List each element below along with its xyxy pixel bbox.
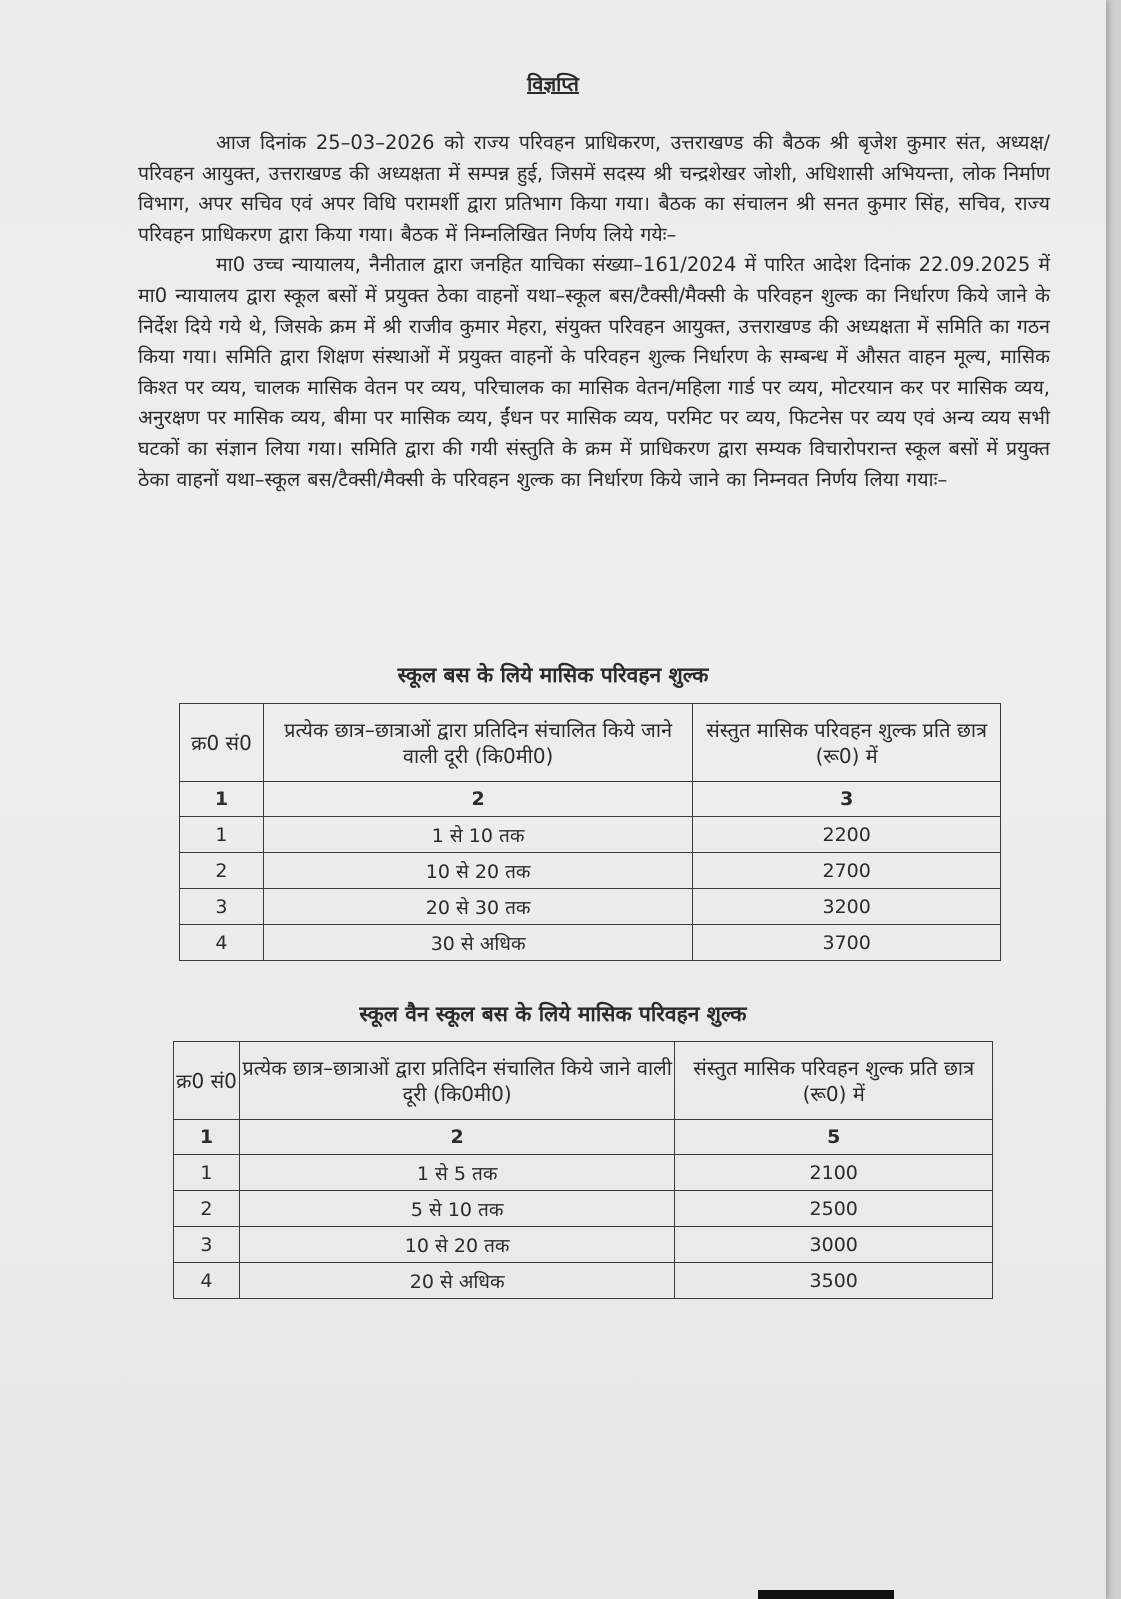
table-row — [174, 1263, 993, 1299]
fee-cell: 2100 — [675, 1155, 993, 1191]
serial-cell: 1 — [174, 1155, 240, 1191]
column-number-row — [174, 1120, 993, 1155]
distance-cell: 20 से अधिक — [239, 1263, 674, 1299]
column-number: 3 — [693, 782, 1001, 817]
table-row — [174, 1227, 993, 1263]
school-van-fee-table — [173, 1041, 993, 1299]
table2-caption: स्कूल वैन स्कूल बस के लिये मासिक परिवहन शुल्क — [359, 1002, 747, 1026]
fee-cell: 2200 — [693, 817, 1001, 853]
table-row — [180, 853, 1001, 889]
serial-cell: 4 — [180, 925, 264, 961]
paragraph-meeting: आज दिनांक 25–03–2026 को राज्य परिवहन प्राधिकरण, उत्तराखण्ड की बैठक श्री बृजेश कुमार संत, अध्यक्ष/परिवहन आयुक्त, उत्तराखण्ड की अध्यक्षता में सम्पन्न हुई, जिसमें सदस्य श्री चन्द्रशेखर जोशी, अधिशासी अभियन्ता, लोक निर्माण विभाग, अपर सचिव एवं अपर विधि परामर्शी द्वारा प्रतिभाग किया गया। बैठक का संचालन श्री सनत कुमार सिंह, सचिव, राज्य परिवहन प्राधिकरण द्वारा किया गया। बैठक में निम्नलिखित निर्णय लिये गयेः– — [138, 131, 1050, 246]
bottom-edge-object — [758, 1590, 894, 1599]
column-number-row — [180, 782, 1001, 817]
document-title — [0, 70, 1106, 97]
distance-cell: 1 से 5 तक — [239, 1155, 674, 1191]
header-serial: क्र0 सं0 — [174, 1042, 240, 1120]
column-number: 5 — [675, 1120, 993, 1155]
column-number: 1 — [174, 1120, 240, 1155]
table-row — [174, 1155, 993, 1191]
column-number: 2 — [263, 782, 692, 817]
distance-cell: 5 से 10 तक — [239, 1191, 674, 1227]
school-bus-fee-table — [179, 703, 1001, 961]
header-fee: संस्तुत मासिक परिवहन शुल्क प्रति छात्र (रू0) में — [675, 1042, 993, 1120]
serial-cell: 2 — [174, 1191, 240, 1227]
distance-cell: 30 से अधिक — [263, 925, 692, 961]
table-row — [180, 889, 1001, 925]
fee-cell: 3000 — [675, 1227, 993, 1263]
distance-cell: 1 से 10 तक — [263, 817, 692, 853]
header-serial: क्र0 सं0 — [180, 704, 264, 782]
paragraph-decision: मा0 उच्च न्यायालय, नैनीताल द्वारा जनहित याचिका संख्या–161/2024 में पारित आदेश दिनांक 22.09.2025 में मा0 न्यायालय द्वारा स्कूल बसों में प्रयुक्त ठेका वाहनों यथा–स्कूल बस/टैक्सी/मैक्सी के परिवहन शुल्क का निर्धारण किये जाने के निर्देश दिये गये थे, जिसके क्रम में श्री राजीव कुमार मेहरा, संयुक्त परिवहन आयुक्त, उत्तराखण्ड की अध्यक्षता में समिति का गठन किया गया। समिति द्वारा शिक्षण संस्थाओं में प्रयुक्त वाहनों के परिवहन शुल्क निर्धारण के सम्बन्ध में औसत वाहन मूल्य, मासिक किश्त पर व्यय, चालक मासिक वेतन पर व्यय, परिचालक का मासिक वेतन/महिला गार्ड पर व्यय, मोटरयान कर पर मासिक व्यय, अनुरक्षण पर मासिक व्यय, बीमा पर मासिक व्यय, ईंधन पर मासिक व्यय, परमिट पर व्यय, फिटनेस पर व्यय एवं अन्य व्यय सभी घटकों का संज्ञान लिया गया। समिति द्वारा की गयी संस्तुति के क्रम में प्राधिकरण द्वारा सम्यक विचारोपरान्त स्कूल बसों में प्रयुक्त ठेका वाहनों यथा–स्कूल बस/टैक्सी/मैक्सी के परिवहन शुल्क का निर्धारण किये जाने का निम्नवत निर्णय लिया गयाः– — [138, 253, 1050, 491]
table1-caption: स्कूल बस के लिये मासिक परिवहन शुल्क — [397, 663, 709, 687]
table-row — [180, 817, 1001, 853]
fee-cell: 2500 — [675, 1191, 993, 1227]
distance-cell: 20 से 30 तक — [263, 889, 692, 925]
header-distance: प्रत्येक छात्र–छात्राओं द्वारा प्रतिदिन संचालित किये जाने वाली दूरी (कि0मी0) — [263, 704, 692, 782]
fee-cell: 2700 — [693, 853, 1001, 889]
table-row — [180, 925, 1001, 961]
serial-cell: 3 — [180, 889, 264, 925]
header-distance: प्रत्येक छात्र–छात्राओं द्वारा प्रतिदिन संचालित किये जाने वाली दूरी (कि0मी0) — [239, 1042, 674, 1120]
fee-cell: 3700 — [693, 925, 1001, 961]
distance-cell: 10 से 20 तक — [239, 1227, 674, 1263]
table-header-row — [174, 1042, 993, 1120]
serial-cell: 1 — [180, 817, 264, 853]
fee-cell: 3500 — [675, 1263, 993, 1299]
document-body — [138, 128, 1050, 495]
distance-cell: 10 से 20 तक — [263, 853, 692, 889]
table-header-row — [180, 704, 1001, 782]
serial-cell: 3 — [174, 1227, 240, 1263]
document-title-text: विज्ञप्ति — [527, 72, 579, 96]
fee-cell: 3200 — [693, 889, 1001, 925]
column-number: 2 — [239, 1120, 674, 1155]
table-row — [174, 1191, 993, 1227]
header-fee: संस्तुत मासिक परिवहन शुल्क प्रति छात्र (रू0) में — [693, 704, 1001, 782]
serial-cell: 4 — [174, 1263, 240, 1299]
serial-cell: 2 — [180, 853, 264, 889]
column-number: 1 — [180, 782, 264, 817]
